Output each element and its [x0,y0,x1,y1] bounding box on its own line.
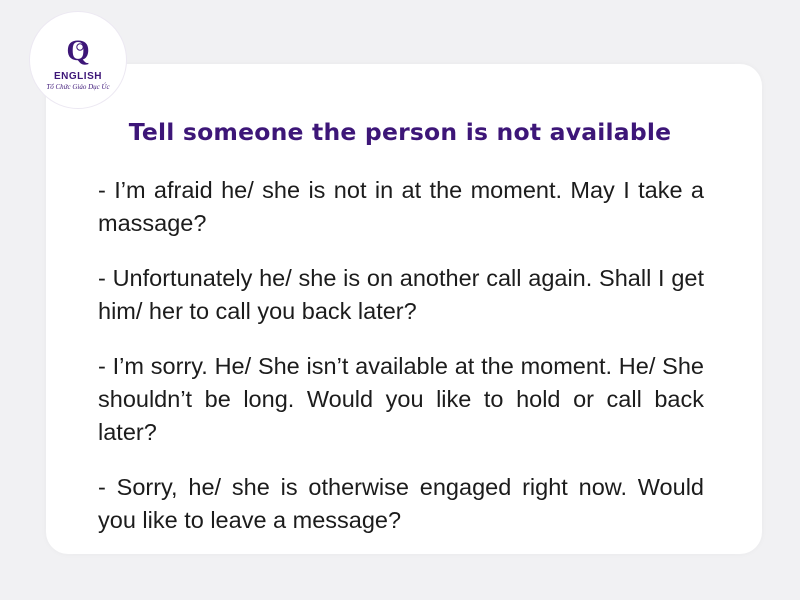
logo-brand-text: ENGLISH [54,70,102,82]
brand-logo [30,12,126,108]
phrase-item: - I’m sorry. He/ She isn’t available at the moment. He/ She shouldn’t be long. Would you like to hold or call back later? [98,353,704,445]
phrase-item: - Sorry, he/ she is otherwise engaged right now. Would you like to leave a message? [98,474,704,533]
logo-monogram: Q [66,33,90,67]
phrase-item: - I’m afraid he/ she is not in at the moment. May I take a massage? [98,177,704,236]
q-monogram-icon [58,30,98,70]
logo-tagline: Tổ Chức Giáo Dục Úc [46,82,110,91]
page-title: Tell someone the person is not available [128,118,672,146]
phrase-item: - Unfortunately he/ she is on another call again. Shall I get him/ her to call you back later? [98,265,704,324]
phrase-list [98,174,704,559]
